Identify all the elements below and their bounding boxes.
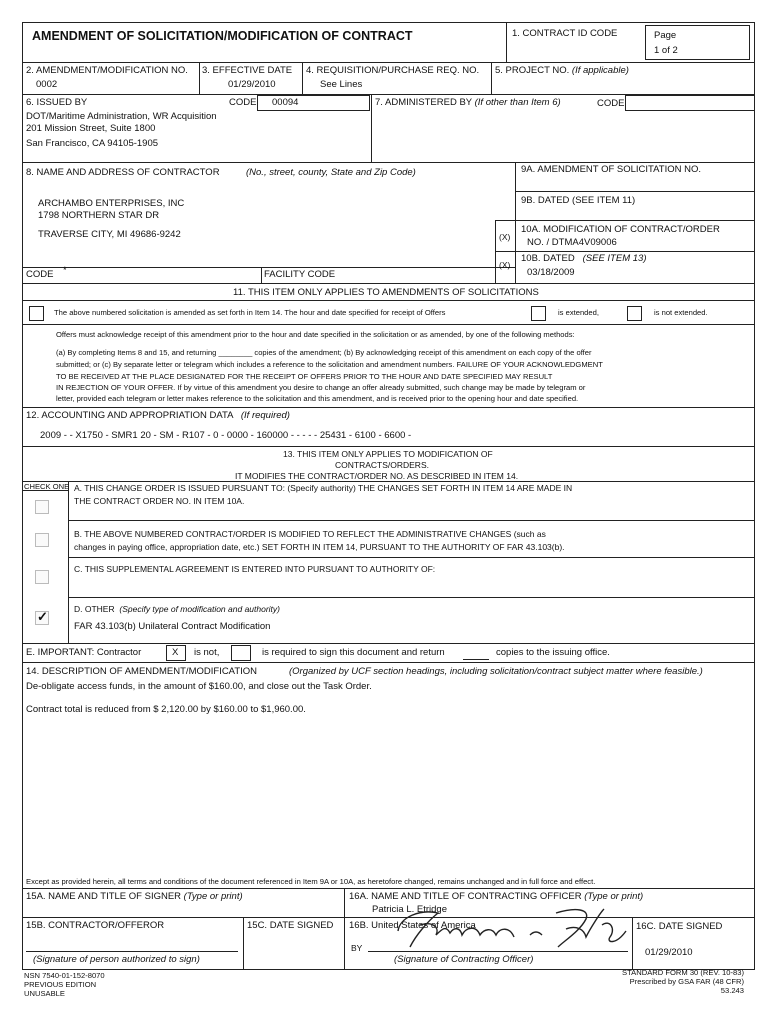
item-11-not-extended-text: is not extended. [654, 308, 708, 317]
item-15c-label: 15C. DATE SIGNED [247, 920, 334, 931]
item-11-extended-checkbox[interactable] [531, 306, 546, 321]
contractor-name: ARCHAMBO ENTERPRISES, INC [38, 198, 185, 209]
item-13-heading-3: IT MODIFIES THE CONTRACT/ORDER NO. AS DESCRIBED IN ITEM 14. [235, 471, 519, 481]
contractor-label: 8. NAME AND ADDRESS OF CONTRACTOR [26, 167, 220, 178]
issued-by-label: 6. ISSUED BY [26, 97, 88, 108]
item-14-line-1: De-obligate access funds, in the amount of $160.00, and close out the Task Order. [26, 681, 372, 692]
administered-code-label: CODE [597, 98, 625, 109]
item-13-heading-1: 13. THIS ITEM ONLY APPLIES TO MODIFICATION OF [283, 449, 493, 459]
requisition-label: 4. REQUISITION/PURCHASE REQ. NO. [306, 65, 480, 76]
effective-date-label: 3. EFFECTIVE DATE [202, 65, 293, 76]
sf-line-3: 53.243 [720, 986, 744, 995]
item-13d-line-1: D. OTHER (Specify type of modification and authority) [74, 604, 280, 614]
item-13-heading-2: CONTRACTS/ORDERS. [335, 460, 429, 470]
item-14-label: 14. DESCRIPTION OF AMENDMENT/MODIFICATION [26, 666, 258, 677]
important-copies-text: copies to the issuing office. [496, 647, 610, 658]
nsn-line-2: PREVIOUS EDITION [24, 980, 97, 989]
item-13a-checkbox[interactable] [35, 500, 49, 514]
item-15-signature-caption: (Signature of person authorized to sign) [33, 954, 200, 965]
administered-by-label: 7. ADMINISTERED BY (If other than Item 6) [375, 97, 561, 108]
item-11-para-2d: IN REJECTION OF YOUR OFFER. If by virtue of this amendment you desire to change an offer already submitted, such change may be made by telegram or [56, 383, 586, 392]
item-16-signature-caption: (Signature of Contracting Officer) [394, 954, 534, 965]
issued-address-1: DOT/Maritime Administration, WR Acquisition [26, 111, 217, 122]
contract-id-label: 1. CONTRACT ID CODE [512, 28, 618, 39]
item-11-heading: 11. THIS ITEM ONLY APPLIES TO AMENDMENTS OF SOLICITATIONS [233, 287, 539, 298]
issued-code-label: CODE [229, 97, 257, 108]
administered-code-box [625, 95, 755, 111]
issued-address-2: 201 Mission Street, Suite 1800 [26, 123, 156, 134]
item-14-hint: (Organized by UCF section headings, including solicitation/contract subject matter where feasible.) [289, 666, 703, 677]
item-13b-line-2: changes in paying office, appropriation date, etc.) SET FORTH IN ITEM 14, PURSUANT TO THE AUTHORITY OF FAR 43.103(b). [74, 542, 565, 552]
effective-date-value: 01/29/2010 [228, 79, 276, 90]
contractor-code-label: CODE [26, 269, 54, 280]
item-16a-value: Patricia L. Etridge [372, 904, 447, 915]
facility-code-label: FACILITY CODE [264, 269, 336, 280]
item-15b-label: 15B. CONTRACTOR/OFFEROR [26, 920, 165, 931]
item-13d-checkmark: ✓ [37, 609, 48, 624]
item-11-para-2b: submitted; or (c) By separate letter or telegram which includes a reference to the solicitation and amendment numbers. FAILURE OF YOUR ACKNOWLEDGMENT [56, 360, 603, 369]
important-is-not-text: is not, [194, 647, 220, 658]
item-13b-checkbox[interactable] [35, 533, 49, 547]
item-11-extended-text: is extended, [558, 308, 599, 317]
important-is-required-checkbox[interactable] [231, 645, 251, 661]
except-note: Except as provided herein, all terms and conditions of the document referenced in Item 9A or 10A, as heretofore changed, remains unchanged and in full force and effect. [26, 877, 596, 886]
item-16c-value: 01/29/2010 [645, 947, 693, 958]
contractor-street: 1798 NORTHERN STAR DR [38, 210, 160, 221]
check-one-label: CHECK ONE [24, 482, 70, 491]
important-required-text: is required to sign this document and return [262, 647, 445, 658]
nsn-line-3: UNUSABLE [24, 989, 65, 998]
item-10b-label: 10B. DATED (SEE ITEM 13) [521, 253, 647, 264]
nsn-line-1: NSN 7540-01-152-8070 [24, 971, 105, 980]
item-12-value: 2009 - - X1750 - SMR1 20 - SM - R107 - 0 - 0000 - 160000 - - - - - 25431 - 6100 - 6600 - [40, 430, 412, 441]
important-x-mark: X [172, 647, 179, 658]
item-10a-value: NO. / DTMA4V09006 [527, 237, 617, 248]
page-value: 1 of 2 [654, 45, 678, 56]
sf-line-2: Prescribed by GSA FAR (48 CFR) [629, 977, 744, 986]
item-11-para-2c: TO BE RECEIVED AT THE PLACE DESIGNATED FOR THE RECEIPT OF OFFERS PRIOR TO THE HOUR AND DATE SPECIFIED MAY RESULT [56, 372, 553, 381]
item-13b-line-1: B. THE ABOVE NUMBERED CONTRACT/ORDER IS MODIFIED TO REFLECT THE ADMINISTRATIVE CHANGES (such as [74, 529, 546, 539]
requisition-value: See Lines [320, 79, 363, 90]
item-13a-line-1: A. THIS CHANGE ORDER IS ISSUED PURSUANT TO: (Specify authority) THE CHANGES SET FORTH IN ITEM 14 ARE MADE IN [74, 483, 573, 493]
amendment-no-label: 2. AMENDMENT/MODIFICATION NO. [26, 65, 188, 76]
amendment-no-value: 0002 [36, 79, 58, 90]
item-13d-line-2: FAR 43.103(b) Unilateral Contract Modification [74, 621, 271, 632]
item-10b-value: 03/18/2009 [527, 267, 575, 278]
item-11-not-extended-checkbox[interactable] [627, 306, 642, 321]
item-14-line-2: Contract total is reduced from $ 2,120.00 by $160.00 to $1,960.00. [26, 704, 306, 715]
item-16a-label: 16A. NAME AND TITLE OF CONTRACTING OFFICER (Type or print) [349, 891, 644, 902]
item-10a-label: 10A. MODIFICATION OF CONTRACT/ORDER [521, 224, 720, 235]
item-9a-label: 9A. AMENDMENT OF SOLICITATION NO. [521, 164, 701, 175]
contracting-officer-signature [380, 895, 640, 957]
item-12-label: 12. ACCOUNTING AND APPROPRIATION DATA (If required) [26, 410, 290, 421]
item-16b-label: 16B. United States of America [349, 920, 476, 931]
item-11-para-1: Offers must acknowledge receipt of this amendment prior to the hour and date specified in the solicitation or as amended, by one of the following methods: [56, 330, 575, 339]
issued-code-value: 00094 [272, 97, 299, 108]
form-title: AMENDMENT OF SOLICITATION/MODIFICATION OF CONTRACT [32, 29, 413, 43]
contractor-hint: (No., street, county, State and Zip Code) [246, 167, 416, 178]
item-13c-line-1: C. THIS SUPPLEMENTAL AGREEMENT IS ENTERED INTO PURSUANT TO AUTHORITY OF: [74, 564, 436, 574]
item-10a-mark: (X) [499, 232, 511, 242]
by-label: BY [351, 943, 363, 953]
contractor-code-value: * [63, 265, 67, 276]
item-11-amended-text: The above numbered solicitation is amended as set forth in Item 14. The hour and date specified for receipt of Offers [54, 308, 446, 317]
issued-address-3: San Francisco, CA 94105-1905 [26, 138, 159, 149]
item-9b-label: 9B. DATED (SEE ITEM 11) [521, 195, 636, 206]
item-15a-label: 15A. NAME AND TITLE OF SIGNER (Type or print) [26, 891, 243, 902]
project-no-label: 5. PROJECT NO. (If applicable) [495, 65, 629, 76]
important-label: E. IMPORTANT: Contractor [26, 647, 142, 658]
sf-line-1: STANDARD FORM 30 (REV. 10-83) [622, 968, 744, 977]
item-11-para-2a: (a) By completing Items 8 and 15, and returning ________ copies of the amendment; (b) By acknowledging receipt of this amendment on each copy of the offer [56, 348, 592, 357]
item-13a-line-2: THE CONTRACT ORDER NO. IN ITEM 10A. [74, 496, 245, 506]
item-11-amended-checkbox[interactable] [29, 306, 44, 321]
page-label: Page [654, 30, 677, 41]
item-13c-checkbox[interactable] [35, 570, 49, 584]
contractor-city: TRAVERSE CITY, MI 49686-9242 [38, 229, 181, 240]
item-16c-label: 16C. DATE SIGNED [636, 921, 723, 932]
item-11-para-2e: letter, provided each telegram or letter makes reference to the solicitation and this amendment, and is received prior to the opening hour and date specified. [56, 394, 579, 403]
item-10b-mark: (X) [499, 260, 511, 270]
